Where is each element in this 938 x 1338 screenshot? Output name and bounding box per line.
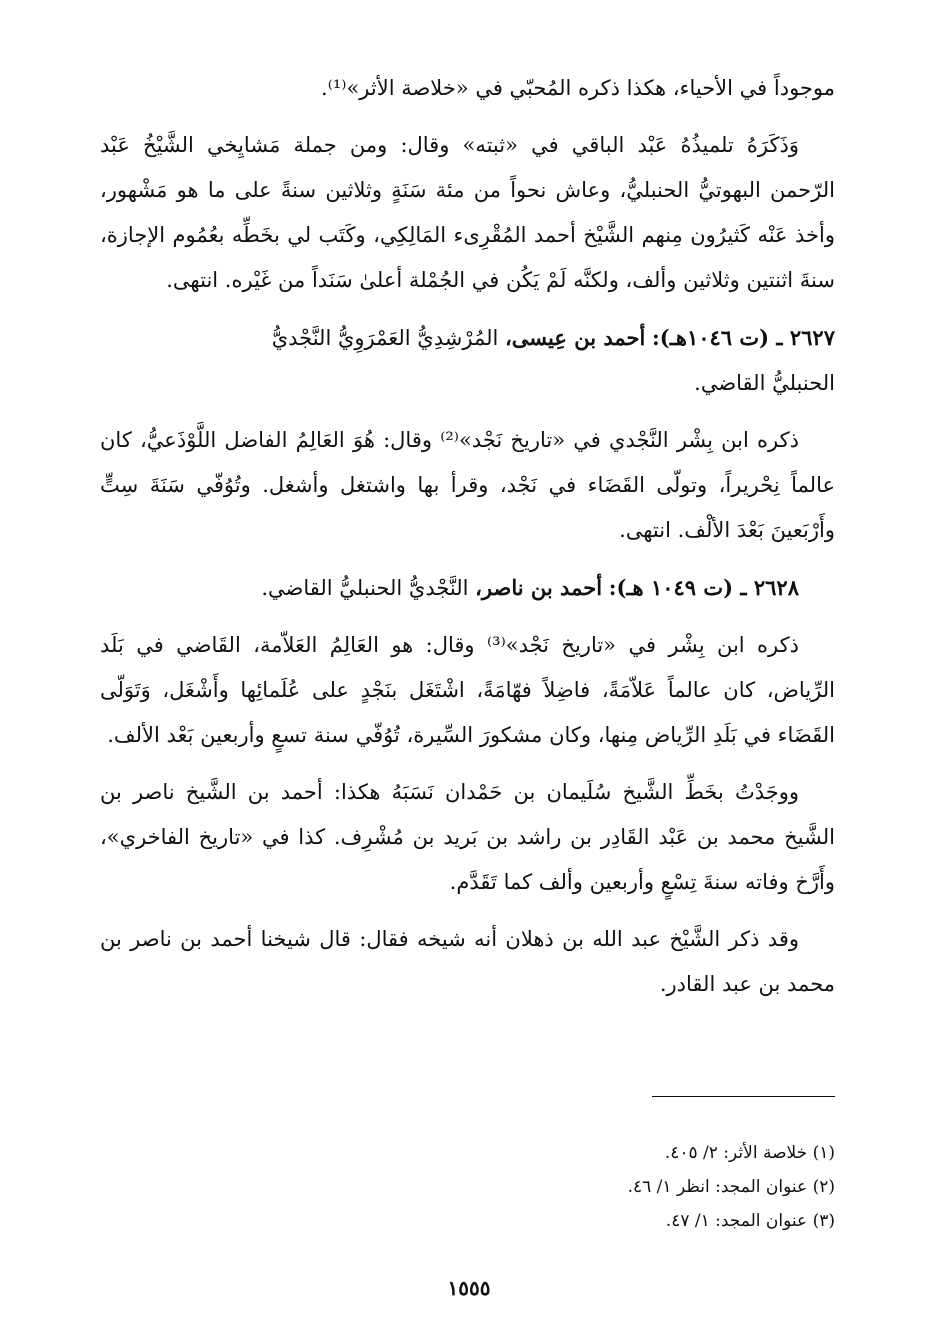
entry-2627-name: أحمد بن عِيسى، <box>505 325 646 350</box>
entry-2628-nisba: النَّجْديُّ الحنبليُّ القاضي. <box>261 576 469 600</box>
footnote-2: (٢) عنوان المجد: انظر ١/ ٤٦. <box>627 1177 835 1197</box>
entry-2627-nisba: المُرْشِدِيُّ العَمْرَوِيُّ النَّجْديُّ <box>271 326 499 350</box>
paragraph-ibn-bishr-1: ذكره ابن بِشْر النَّجْدي في «تاريخ نَجْد»⁽²⁾ وقال: هُوَ العَالِمُ الفاضل اللَّوْذَعيُّ، كان عالماً نِحْريراً، وتولّى القَضَاء في نَجْد، وقرأ بها واشتغل وأشغل. وتُوُفّي سَنَةَ سِتٍّ وأَرْبَعينَ بَعْدَ الألْف. انتهى. <box>100 428 835 542</box>
paragraph-lineage: ووجَدْتُ بخَطِّ الشَّيخ سُلَيمان بن حَمْدان نَسَبَهُ هكذا: أحمد بن الشَّيخ ناصر بن الشَّيخ محمد بن عَبْد القَادِر بن راشد بن بَريد بن مُشْرِف. كذا في «تاريخ الفاخري»، وأَرَّخ وفاته سنةَ تِسْعٍ وأربعين وألف كما تَقَدَّم. <box>100 780 835 894</box>
main-text <box>100 66 835 1019</box>
entry-2627-nisba-cont: الحنبليُّ القاضي. <box>694 371 835 395</box>
footnote-divider <box>652 1096 835 1097</box>
entry-2627-heading <box>100 315 835 406</box>
entry-2628-heading <box>100 565 835 611</box>
footnote-3: (٣) عنوان المجد: ١/ ٤٧. <box>665 1211 835 1231</box>
entry-2627-number: ٢٦٢٧ ـ (ت ١٠٤٦هـ): <box>652 325 835 350</box>
paragraph-continuation: موجوداً في الأحياء، هكذا ذكره المُحبّي في «خلاصة الأثر»⁽¹⁾. <box>321 76 835 100</box>
paragraph-student-mention: وَذَكَرَهُ تلميذُهُ عَبْد الباقي في «ثبته» وقال: ومن جملة مَشايِخي الشَّيْخُ عَبْد الرّحمن البهوتيُّ الحنبليُّ، وعاش نحواً من مئة سَنَةٍ وثلاثين سنةً على ما هو مَشْهور، وأخذ عَنْه كَثيرُون مِنهم الشَّيْخ أحمد المُقْرِىء المَالِكِي، وكَتَب لي بخَطِّه بعُمُوم الإجازة، سنةَ اثنتين وثلاثين وألف، ولكنَّه لَمْ يَكُن في الجُمْلة أعلىٰ سَنَداً من غَيْره. انتهى. <box>100 133 835 292</box>
entry-2628-name: أحمد بن ناصر، <box>475 575 603 600</box>
footnote-1: (١) خلاصة الأثر: ٢/ ٤٠٥. <box>664 1143 835 1163</box>
paragraph-ibn-bishr-2: ذكره ابن بِشْر في «تاريخ نَجْد»⁽³⁾ وقال: هو العَالِمُ العَلاّمة، القَاضي في بَلَد الرِّياض، كان عالماً عَلاّمَةً، فاضِلاً فهّامَةً، اشْتَغَل بنَجْدٍ على عُلَمائِها وأَشْغَل، وَتَوَلّى القَضَاء في بَلَدِ الرِّياض مِنها، وكان مشكورَ السِّيرة، تُوُفّي سنة تسعٍ وأربعين بَعْد الألف. <box>100 633 835 747</box>
page-number: ١٥٥٥ <box>447 1276 491 1300</box>
entry-2628-number: ٢٦٢٨ ـ (ت ١٠٤٩ هـ): <box>608 575 799 600</box>
paragraph-ibn-dhahlan: وقد ذكر الشَّيْخ عبد الله بن ذهلان أنه شيخه فقال: قال شيخنا أحمد بن ناصر بن محمد بن عبد القادر. <box>100 927 835 996</box>
footnotes <box>100 1136 835 1238</box>
